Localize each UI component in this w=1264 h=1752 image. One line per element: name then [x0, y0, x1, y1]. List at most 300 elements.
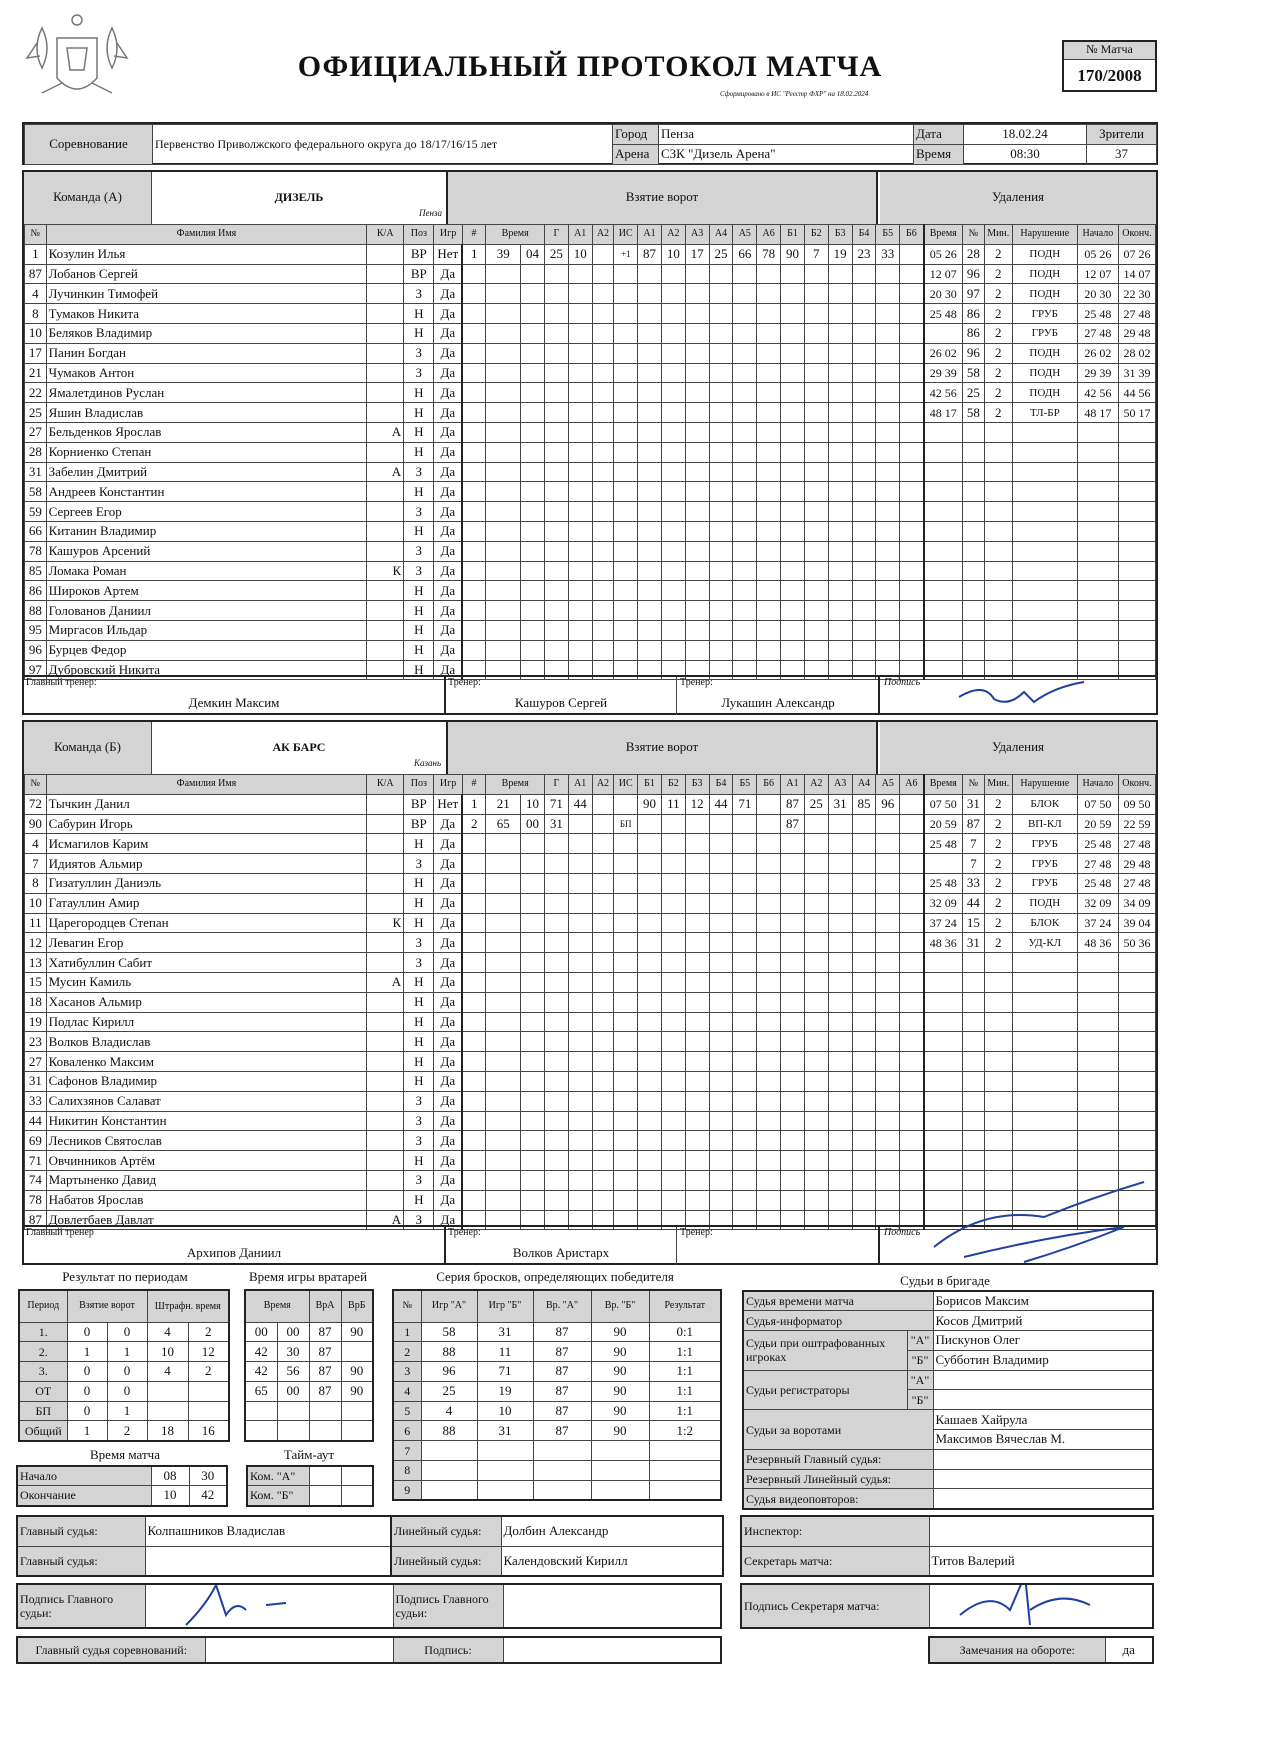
- goal-cell: [486, 620, 521, 640]
- goal-cell: [568, 403, 592, 423]
- shootout-value: [421, 1480, 477, 1500]
- penalty-start: [1077, 640, 1118, 660]
- penalty-violation: [1012, 482, 1077, 502]
- player-played: Да: [434, 814, 462, 834]
- goal-number: [462, 422, 486, 442]
- referees-table: [742, 1290, 1154, 1510]
- goal-cell: [486, 1032, 521, 1052]
- goalie-time-min: 42: [245, 1342, 277, 1362]
- goal-cell: [900, 264, 924, 284]
- goal-cell: [781, 1190, 805, 1210]
- goal-cell: [900, 601, 924, 621]
- penalty-violation: ПОДН: [1012, 264, 1077, 284]
- goal-cell: [781, 601, 805, 621]
- goal-cell: [804, 1052, 828, 1072]
- goal-number: [462, 854, 486, 874]
- goal-cell: [804, 1151, 828, 1171]
- player-played: Да: [434, 1210, 462, 1230]
- goal-judge-1: Кашаев Хайрула: [933, 1410, 1153, 1430]
- penalty-player: 7: [963, 834, 985, 854]
- player-name: Никитин Константин: [46, 1111, 367, 1131]
- goal-cell: [521, 893, 545, 913]
- penalty-violation: [1012, 1012, 1077, 1032]
- penalty-player: 33: [963, 873, 985, 893]
- goal-cell: [804, 913, 828, 933]
- goal-cell: [661, 972, 685, 992]
- goal-cell: [486, 462, 521, 482]
- goal-cell: [709, 834, 733, 854]
- penalty-end: [1118, 1012, 1155, 1032]
- goal-cell: [661, 541, 685, 561]
- player-name: Тычкин Данил: [46, 794, 367, 814]
- goal-cell: [638, 640, 662, 660]
- teamA-goal-col-17: Б6: [900, 225, 924, 245]
- goal-cell: [733, 502, 757, 522]
- penalty-time: [924, 442, 963, 462]
- team-b-coach2-label: Тренер:: [680, 1227, 713, 1238]
- goal-cell: [521, 1052, 545, 1072]
- goal-cell: [486, 834, 521, 854]
- goal-cell: [661, 442, 685, 462]
- player-number: 15: [25, 972, 47, 992]
- goal-cell: [828, 893, 852, 913]
- goalie-a: [309, 1421, 341, 1441]
- penalty-end: 50 17: [1118, 403, 1155, 423]
- teamB-roster-col-4: Игр: [434, 775, 462, 795]
- player-captain: [367, 521, 404, 541]
- goal-cell: [852, 403, 876, 423]
- shootout-value: [533, 1480, 591, 1500]
- goal-cell: [733, 1052, 757, 1072]
- goal-cell: [876, 1111, 900, 1131]
- goal-cell: [876, 521, 900, 541]
- goal-cell: [521, 1190, 545, 1210]
- player-captain: [367, 620, 404, 640]
- team-b-head-coach-label: Главный тренер: [26, 1227, 94, 1238]
- penalty-start: 07 50: [1077, 794, 1118, 814]
- shootout-col-2: Игр "Б": [477, 1290, 533, 1322]
- player-name: Кашуров Арсений: [46, 541, 367, 561]
- shootout-value: 25: [421, 1381, 477, 1401]
- goal-cell: [685, 442, 709, 462]
- goal-cell: [733, 462, 757, 482]
- player-played: Да: [434, 873, 462, 893]
- goal-cell: [638, 1012, 662, 1032]
- goalie-b: [341, 1342, 373, 1362]
- goal-cell: [900, 244, 924, 264]
- goal-cell: [521, 620, 545, 640]
- period-row: [19, 1322, 229, 1342]
- match-start-hours: 08: [151, 1466, 189, 1486]
- penalty-time: [924, 1111, 963, 1131]
- goal-number: [462, 462, 486, 482]
- player-played: Да: [434, 1151, 462, 1171]
- goal-cell: [568, 1091, 592, 1111]
- player-played: Да: [434, 1131, 462, 1151]
- teamA-goal-col-num: #: [462, 225, 486, 245]
- goal-cell: [638, 521, 662, 541]
- period-label: 1.: [19, 1322, 67, 1342]
- penalty-end: [1118, 992, 1155, 1012]
- player-played: Да: [434, 482, 462, 502]
- goal-cell: [733, 264, 757, 284]
- shootout-col-0: №: [393, 1290, 421, 1322]
- goal-cell: [486, 363, 521, 383]
- goal-cell: [709, 521, 733, 541]
- penalty-start: 42 56: [1077, 383, 1118, 403]
- goal-cell: [544, 264, 568, 284]
- goal-cell: [592, 541, 614, 561]
- goal-cell: [486, 992, 521, 1012]
- goal-cell: [661, 581, 685, 601]
- goal-number: [462, 1170, 486, 1190]
- goal-cell: [592, 640, 614, 660]
- penalty-minutes: [984, 992, 1012, 1012]
- penalty-player: [963, 1012, 985, 1032]
- goal-cell: [733, 1151, 757, 1171]
- penalty-end: 27 48: [1118, 873, 1155, 893]
- goal-cell: [614, 1071, 638, 1091]
- player-played: Да: [434, 541, 462, 561]
- shootout-value: [477, 1480, 533, 1500]
- goal-cell: [521, 442, 545, 462]
- goal-cell: [852, 323, 876, 343]
- inspector-label: Инспектор:: [741, 1516, 929, 1546]
- penalty-end: [1118, 1071, 1155, 1091]
- penalty-player: [963, 482, 985, 502]
- goal-cell: [592, 953, 614, 973]
- goal-cell: [757, 422, 781, 442]
- player-number: 23: [25, 1032, 47, 1052]
- informer-label: Судья-информатор: [743, 1311, 933, 1331]
- goal-cell: [757, 854, 781, 874]
- goal-cell: [614, 1052, 638, 1072]
- goal-cell: [733, 640, 757, 660]
- player-captain: [367, 834, 404, 854]
- secretary-label: Секретарь матча:: [741, 1546, 929, 1576]
- goal-cell: [638, 814, 662, 834]
- goal-cell: [781, 403, 805, 423]
- timeout-title: Тайм-аут: [283, 1447, 335, 1462]
- shootout-value: 1:1: [649, 1362, 721, 1382]
- penalty-start: 27 48: [1077, 323, 1118, 343]
- goal-cell: 25: [709, 244, 733, 264]
- inspector-table: [740, 1515, 1154, 1577]
- goalie-time-min: [245, 1401, 277, 1421]
- goal-cell: [900, 462, 924, 482]
- player-number: 10: [25, 893, 47, 913]
- penalty-player: 15: [963, 913, 985, 933]
- goal-cell: [828, 363, 852, 383]
- penalty-start: [1077, 1111, 1118, 1131]
- penalty-player: [963, 442, 985, 462]
- goal-cell: [544, 1032, 568, 1052]
- player-name: Тумаков Никита: [46, 304, 367, 324]
- goal-cell: 87: [781, 814, 805, 834]
- penalty-violation: ГРУБ: [1012, 834, 1077, 854]
- penalty-violation: [1012, 502, 1077, 522]
- goal-cell: [661, 1071, 685, 1091]
- team-b-goals-title: Взятие ворот: [446, 722, 878, 774]
- goal-cell: [828, 1151, 852, 1171]
- penalty-start: 48 36: [1077, 933, 1118, 953]
- shootout-value: [533, 1441, 591, 1461]
- penalty-violation: [1012, 1131, 1077, 1151]
- period-row: [19, 1381, 229, 1401]
- player-captain: [367, 264, 404, 284]
- player-played: Да: [434, 422, 462, 442]
- goal-cell: [638, 581, 662, 601]
- goal-cell: [828, 264, 852, 284]
- goal-cell: [828, 1131, 852, 1151]
- video-label: Судья видеоповторов:: [743, 1489, 933, 1509]
- goal-cell: [709, 972, 733, 992]
- goal-cell: [709, 620, 733, 640]
- goal-cell: [568, 442, 592, 462]
- goalie-row: [245, 1322, 373, 1342]
- goal-cell: [709, 264, 733, 284]
- goal-cell: [544, 953, 568, 973]
- goal-cell: [876, 462, 900, 482]
- team-b-city: Казань: [414, 758, 442, 768]
- goalie-row: [245, 1381, 373, 1401]
- goal-cell: [876, 1190, 900, 1210]
- penalty-minutes: 2: [984, 264, 1012, 284]
- match-end-label: Окончание: [17, 1486, 151, 1506]
- penalty-minutes: 2: [984, 363, 1012, 383]
- goal-cell: [568, 561, 592, 581]
- penalty-player: [963, 521, 985, 541]
- spectators-label: Зрители: [1087, 125, 1157, 145]
- goal-cell: [661, 1012, 685, 1032]
- goal-cell: [781, 854, 805, 874]
- penalty-player: [963, 1071, 985, 1091]
- team-a-head-coach: Демкин Максим: [188, 695, 280, 710]
- penalty-end: [1118, 561, 1155, 581]
- teamA-goal-col-6: А1: [638, 225, 662, 245]
- player-name: Беляков Владимир: [46, 323, 367, 343]
- goal-cell: [521, 462, 545, 482]
- penalty-minutes: [984, 581, 1012, 601]
- penalty-minutes: [984, 541, 1012, 561]
- goal-cell: [614, 264, 638, 284]
- goal-cell: [592, 462, 614, 482]
- period-value: 12: [188, 1342, 229, 1362]
- goal-cell: [733, 1131, 757, 1151]
- goal-cell: [614, 1032, 638, 1052]
- goal-cell: [876, 953, 900, 973]
- penalty-time: 12 07: [924, 264, 963, 284]
- goal-cell: [638, 1170, 662, 1190]
- goal-cell: [521, 561, 545, 581]
- goal-cell: [733, 383, 757, 403]
- goal-cell: [486, 581, 521, 601]
- head-referee-2: [145, 1546, 393, 1576]
- goal-cell: [757, 462, 781, 482]
- goal-cell: [876, 913, 900, 933]
- sign-head2-label: Подпись Главного судьи:: [393, 1584, 503, 1628]
- penalty-end: [1118, 462, 1155, 482]
- goal-cell: 87: [781, 794, 805, 814]
- penalty-end: 28 02: [1118, 343, 1155, 363]
- goal-cell: [544, 1012, 568, 1032]
- player-name: Левагин Егор: [46, 933, 367, 953]
- player-played: Да: [434, 1071, 462, 1091]
- shootout-value: 90: [591, 1342, 649, 1362]
- goal-cell: [521, 422, 545, 442]
- goal-cell: [521, 541, 545, 561]
- penalty-time: 26 02: [924, 343, 963, 363]
- goal-cell: [828, 383, 852, 403]
- goal-cell: [828, 953, 852, 973]
- goal-cell: [592, 794, 614, 814]
- penalty-end: 29 48: [1118, 323, 1155, 343]
- goal-cell: [685, 383, 709, 403]
- player-name: Сергеев Егор: [46, 502, 367, 522]
- player-name: Коваленко Максим: [46, 1052, 367, 1072]
- goal-cell: [876, 873, 900, 893]
- goal-cell: [521, 992, 545, 1012]
- goal-cell: [568, 521, 592, 541]
- goal-cell: [900, 854, 924, 874]
- goal-cell: [661, 1151, 685, 1171]
- penalty-minutes: [984, 462, 1012, 482]
- player-row: [25, 581, 1156, 601]
- penalty-minutes: 2: [984, 343, 1012, 363]
- goal-cell: [638, 383, 662, 403]
- player-row: [25, 933, 1156, 953]
- penalty-end: [1118, 601, 1155, 621]
- goal-cell: [876, 992, 900, 1012]
- teamA-goal-col-9: А4: [709, 225, 733, 245]
- goal-cell: [781, 1071, 805, 1091]
- page-title: ОФИЦИАЛЬНЫЙ ПРОТОКОЛ МАТЧА: [297, 50, 883, 83]
- goal-cell: [709, 601, 733, 621]
- penalty-minutes: [984, 1032, 1012, 1052]
- goal-cell: [900, 323, 924, 343]
- goal-cell: [852, 933, 876, 953]
- goal-cell: [544, 1052, 568, 1072]
- penalty-time: [924, 1091, 963, 1111]
- goal-cell: [661, 363, 685, 383]
- player-number: 87: [25, 1210, 47, 1230]
- goal-cell: 71: [544, 794, 568, 814]
- penalty-time: [924, 992, 963, 1012]
- penalty-violation: БЛОК: [1012, 913, 1077, 933]
- goalie-a: 87: [309, 1381, 341, 1401]
- penalty-violation: [1012, 620, 1077, 640]
- teamB-goal-col-13: А2: [804, 775, 828, 795]
- goal-cell: [685, 953, 709, 973]
- penalty-minutes: [984, 972, 1012, 992]
- goal-cell: [638, 873, 662, 893]
- penalty-time: [924, 323, 963, 343]
- goal-cell: [781, 462, 805, 482]
- teamA-goal-col-4: А2: [592, 225, 614, 245]
- goal-cell: 23: [852, 244, 876, 264]
- goal-cell: [828, 933, 852, 953]
- goal-cell: [804, 1012, 828, 1032]
- penalty-start: 27 48: [1077, 854, 1118, 874]
- player-name: Довлетбаев Давлат: [46, 1210, 367, 1230]
- penalty-end: 07 26: [1118, 244, 1155, 264]
- penalty-time: [924, 1052, 963, 1072]
- player-number: 7: [25, 854, 47, 874]
- penalty-minutes: [984, 1012, 1012, 1032]
- goal-cell: [852, 834, 876, 854]
- goal-cell: [709, 854, 733, 874]
- player-captain: [367, 640, 404, 660]
- player-row: [25, 541, 1156, 561]
- teamB-goal-col-14: А3: [828, 775, 852, 795]
- teamB-pen-col-5: Оконч.: [1118, 775, 1155, 795]
- player-number: 8: [25, 873, 47, 893]
- teamB-goal-col-time: Время: [486, 775, 545, 795]
- penalty-end: 34 09: [1118, 893, 1155, 913]
- player-number: 59: [25, 502, 47, 522]
- teamA-pen-col-2: Мин.: [984, 225, 1012, 245]
- period-value: 10: [147, 1342, 188, 1362]
- penalty-start: 48 17: [1077, 403, 1118, 423]
- goal-cell: [733, 933, 757, 953]
- player-position: З: [404, 1170, 434, 1190]
- goal-cell: [804, 482, 828, 502]
- goal-cell: [638, 992, 662, 1012]
- goal-cell: [661, 933, 685, 953]
- period-value: 2: [188, 1322, 229, 1342]
- goal-cell: [900, 502, 924, 522]
- player-number: 13: [25, 953, 47, 973]
- goal-cell: [781, 933, 805, 953]
- goal-cell: [709, 482, 733, 502]
- goal-cell: [828, 403, 852, 423]
- goal-cell: [828, 323, 852, 343]
- goal-cell: [709, 581, 733, 601]
- goal-cell: [828, 601, 852, 621]
- goal-cell: [709, 1091, 733, 1111]
- timekeeper: Борисов Максим: [933, 1291, 1153, 1311]
- goal-cell: [661, 1131, 685, 1151]
- goalie-row: [245, 1342, 373, 1362]
- penalty-start: [1077, 581, 1118, 601]
- goal-cell: [521, 834, 545, 854]
- goal-cell: [900, 794, 924, 814]
- goal-cell: [638, 442, 662, 462]
- goal-number: [462, 521, 486, 541]
- goal-cell: [828, 442, 852, 462]
- goal-cell: [709, 561, 733, 581]
- goal-cell: [544, 992, 568, 1012]
- player-position: З: [404, 1131, 434, 1151]
- goal-cell: [544, 343, 568, 363]
- goal-cell: [828, 1091, 852, 1111]
- goal-cell: [733, 581, 757, 601]
- goal-cell: [781, 521, 805, 541]
- goal-cell: [733, 992, 757, 1012]
- goal-cell: [852, 383, 876, 403]
- teamA-goal-col-16: Б5: [876, 225, 900, 245]
- player-number: 88: [25, 601, 47, 621]
- goal-cell: [486, 854, 521, 874]
- player-row: [25, 794, 1156, 814]
- period-value: [147, 1401, 188, 1421]
- goal-cell: [685, 814, 709, 834]
- player-row: [25, 913, 1156, 933]
- goal-cell: [614, 482, 638, 502]
- referees-title: Судьи в бригаде: [900, 1273, 990, 1288]
- goal-cell: [638, 1190, 662, 1210]
- goal-cell: [900, 422, 924, 442]
